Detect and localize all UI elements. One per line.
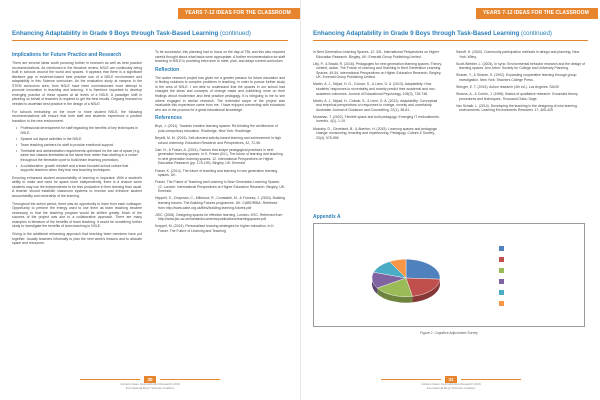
figure-frame xyxy=(313,223,585,327)
section-heading-reflection: Reflection xyxy=(155,66,180,73)
legend-swatch xyxy=(499,246,504,251)
paragraph: Giving is the additional enhancing approach that teaching team members have put together. Usually teachers informally to plan the next week's lessons and to allocate space and resources. xyxy=(12,232,142,246)
page-title-main: Enhancing Adaptability in Grade 9 Boys through Task-Based Learning xyxy=(12,30,219,37)
reference-item: Heppell, S., Chapman, C., Millwood, R., Constable, M., & Furness, J. (2004). Building learning futures. The Building Futures programme. UK: CABE/RIBA. Retrieved from http://www.cabe.org.uk/files/building-learning-futures.pdf xyxy=(155,196,285,210)
legend-swatch xyxy=(499,279,504,284)
right-column-2 xyxy=(456,50,586,116)
section-heading-references: References xyxy=(155,115,182,122)
reference-item: Van Schaik, L. (2014). Developing the teaching in the designing of new learning environments. Learning Environments Research, 17, 405-425. xyxy=(456,103,577,113)
page-title xyxy=(313,30,552,37)
footer-line: Cahiers Ideas Journal/Action Research 2016 xyxy=(120,382,180,387)
pie-slice xyxy=(406,259,440,279)
footer-text xyxy=(381,383,521,391)
footer-line: Cahiers Ideas Journal/Action Research 2016 xyxy=(421,382,481,387)
figure-caption: Figure 2. Cognitive Adjustment Survey xyxy=(420,331,478,335)
list-item: • Professional development for staff regarding the benefits of key techniques in NSLE. xyxy=(17,126,142,135)
title-divider xyxy=(12,40,288,41)
section-banner: YEARS 7-12 IDEAS FOR THE CLASSROOM xyxy=(178,8,300,19)
section-heading-appendix: Appendix A xyxy=(313,214,341,220)
left-column-2 xyxy=(155,50,285,236)
footer-text xyxy=(80,383,220,391)
reference-item: Lilly, P., & Bradd, R. (2016). Pedagogies for next generation learning spaces: Theory, context, action. The Future of Learning and Teaching in Next Generation Learning Spaces, 49-54. International Perspectives on Higher Education Research. Bingley, UK: Emerald Group Publishing Limited. xyxy=(313,61,442,80)
page-number: 31 xyxy=(445,376,457,383)
list-item: • Timetable and administration requirements optimised for the use of space (e.g. same two classes timetabled at the same time rather than starting in a cohort throughout the timetable cycle to build team teaching promotion). xyxy=(17,149,142,163)
reference-item: JISC. (2006). Designing spaces for effective learning. London: JISC. Retrieved from http://www.jisc.ac.uk/media/documents/publications/learningspaces.pdf xyxy=(155,212,283,222)
footer-rule xyxy=(381,379,441,380)
reference-item: in Next Generation Learning Spaces. 12. 331. International Perspectives on Higher Education Research. Bingley, UK: Emerald Group Publishing Limited. xyxy=(313,50,440,59)
legend-swatch xyxy=(499,257,504,262)
reference-item: Sharan, Y., & Sharan, S. (1992). Expanding cooperative learning through group investigation. New York: Teachers College Press. xyxy=(456,73,577,82)
right-page xyxy=(300,0,600,400)
legend-swatch xyxy=(499,268,504,273)
reference-item: Strauss, A., & Corbin, J. (1998). Basics of qualitative research: Grounded theory procedures and techniques. Thousand Oaks: Sage. xyxy=(456,92,578,101)
page-number: 30 xyxy=(144,376,156,383)
appendix-section xyxy=(313,212,593,336)
page-title-continued: (continued) xyxy=(220,30,251,37)
paragraph: Throughout the action period, there was an opportunity to learn from each colleague. Opportunity to perform the energy used to use them as team teaching became necessary, in that the teaching program would be shifted greatly. Much of the success of the project was due to a collaborative approach. There are many examples in literature of the benefits of team teaching. It would be something further study to investigate the benefits of team teaching in NSLE. xyxy=(12,201,142,229)
paragraph: For schools embarking on the move to more student NSLE, the following recommendations will ensure that both staff and students experience a positive transition to the new environment: xyxy=(12,109,142,123)
paragraph: Ensuring enhanced student accountability of learning is important. With a student's ability to make and need for space more independently, there is a chance some students may use the independence to be less productive in their learning than usual. A teacher should establish classroom systems to monitor and enhance student accountability and ownership of the learning. xyxy=(12,175,142,198)
page-title-continued: (continued) xyxy=(521,30,552,37)
legend-swatch xyxy=(499,290,504,295)
reference-item: Mulcahy, D., Cleveland, B., & Aberton, H. (2015). Learning spaces and pedagogic change: envisioning, enacting and experiencing. Pedagogy, Culture & Society, 23(4), 575-595. xyxy=(313,126,438,140)
footer-line: International Boys' Schools Coalition xyxy=(125,386,175,391)
reference-item: Carr, N., & Fraser, A. (2014). Factors that shape pedagogical practices in next generation learning spaces. In K. Fraser (Ed.), The future of learning and teaching in next generation learning spaces. 12. International Perspectives on Higher Education Research (pp. 175-199). Bingley, UK: Emerald. xyxy=(155,147,283,166)
page-title-main: Enhancing Adaptability in Grade 9 Boys through Task-Based Learning xyxy=(313,30,520,37)
left-column-1 xyxy=(12,50,142,249)
reference-item: Bryn, J. (2011). Towards creative learning spaces: Re-thinking the architecture of post-compulsory education. Routledge. New York: Routledge. xyxy=(155,124,278,133)
footer-rule xyxy=(461,379,521,380)
reference-item: Kreppel, M. (2014). Personalised learning strategies for higher education. In K. Fraser. The Future of Learning and Teaching xyxy=(155,224,275,233)
list-item: • Spaced out layout activities in the NSLE. xyxy=(17,137,142,142)
recommendation-list xyxy=(17,126,142,172)
list-item: • Team teaching partners for staff to provide emotional support. xyxy=(17,143,142,148)
pie-chart xyxy=(314,224,586,328)
reference-item: Beyeill, M. M. (2015). Self-directed activity-based learning and achievement in high school chemistry. Education Research and Perspectives, 42, 72-96. xyxy=(155,136,282,145)
reference-item: Monahan, T. (2002). Flexible space and built pedagogy: Emerging IT embodiments. Inventio, 4(1), 1-19. xyxy=(313,114,440,124)
title-divider xyxy=(313,40,588,41)
reference-item: Martin, A. J., Nejad, H. G., Colmar, S., & Liem, G. A. (2013). Adaptability: How students' responses to uncertainty and novelty predict their academic and non-academic outcomes. Journal of Educational Psychology, 105(3), 728-746. xyxy=(313,82,436,96)
footer-rule xyxy=(80,379,140,380)
section-banner: YEARS 7-12 IDEAS FOR THE CLASSROOM xyxy=(476,8,598,19)
footer-rule xyxy=(160,379,220,380)
paragraph: There are several ideas worth pursuing further in research as well as best practice recommendations. As mentioned in the literature review, NSLE are continually being built in schools around the world and spaces. It appears that there is a significant literature gap in evidence-based best practice use of a NSLE environment and adaptability in this Science curriculum. As the evaluation study at campus in the STEM curriculum area, from NSLE have been commissioned more attempt to promote innovation in teaching and learning. It is therefore important to develop emerging practice of these spaces at all levels of a NSLE. A paradigm shift in planning on behalf of teachers is required to get the best results. Ongoing research is needed to ascertain best practice in the design of a NSLE. xyxy=(12,61,142,106)
reference-item: Sanoff, H. (2000). Community participation methods in design and planning. New York: Wiley. xyxy=(456,50,580,59)
section-heading-implications: Implications for Future Practice and Research xyxy=(12,52,122,58)
legend-swatch xyxy=(499,301,504,306)
reference-item: Stringer, E. T. (2013). Action research (4th ed.). Los Angeles: SAGE. xyxy=(456,85,560,90)
list-item: • A collaborative, growth mindset and a team-focused school culture that supports teachers when they trial new teaching techniques. xyxy=(17,164,142,173)
right-column-1 xyxy=(313,50,443,143)
page-title xyxy=(12,30,251,37)
reference-item: Fraser, K. (2014). The future of teaching and learning in new generation learning spaces. UK. xyxy=(155,168,278,178)
footer-line: International Boys' Schools Coalition xyxy=(426,386,476,391)
reference-item: Fraser. The Future of Teaching and Learning in New Generation Learning Spaces. 12. London: International Perspectives on Higher Education Research. Bingley, UK: Emerald. xyxy=(155,180,286,194)
reference-item: Scott-Webber, L. (2004). In sync: Environmental behavior research and the design of learning spaces. Ann Arbor: Society for College and University Planning. xyxy=(456,61,585,71)
paragraph: The action research project has given me a greater passion for future education and in finding solutions to complex problems in teaching, in order to pursue further study in the area of NSLE. I am able to understand that the spaces in our school had changed the ideas and concepts of change made and publishing more on their findings about modernism and best practice pedagogy. It is intriguing to me to see others engaged in similar research. The extended scope of the project was invaluable this experience came from me. I have enjoyed connecting with educators who are in the process for a great educational knowledge. xyxy=(155,75,285,112)
reference-item: Martin, A. J., Nejad, H., Colmar, S., & Liem, G. A. (2012). Adaptability: Conceptual and empirical perspectives on responses to change, novelty and uncertainty. Australian Journal of Guidance and Counselling, 22(1), 58-81. xyxy=(313,98,438,112)
paragraph: To be successful, this planning had to focus on the day-of TBL and this also required careful thought about what tasks were appropriate. A further recommendation for staff teaching in NSLE is providing extra time to meet, plan, and adapt current curriculum. xyxy=(155,50,285,64)
